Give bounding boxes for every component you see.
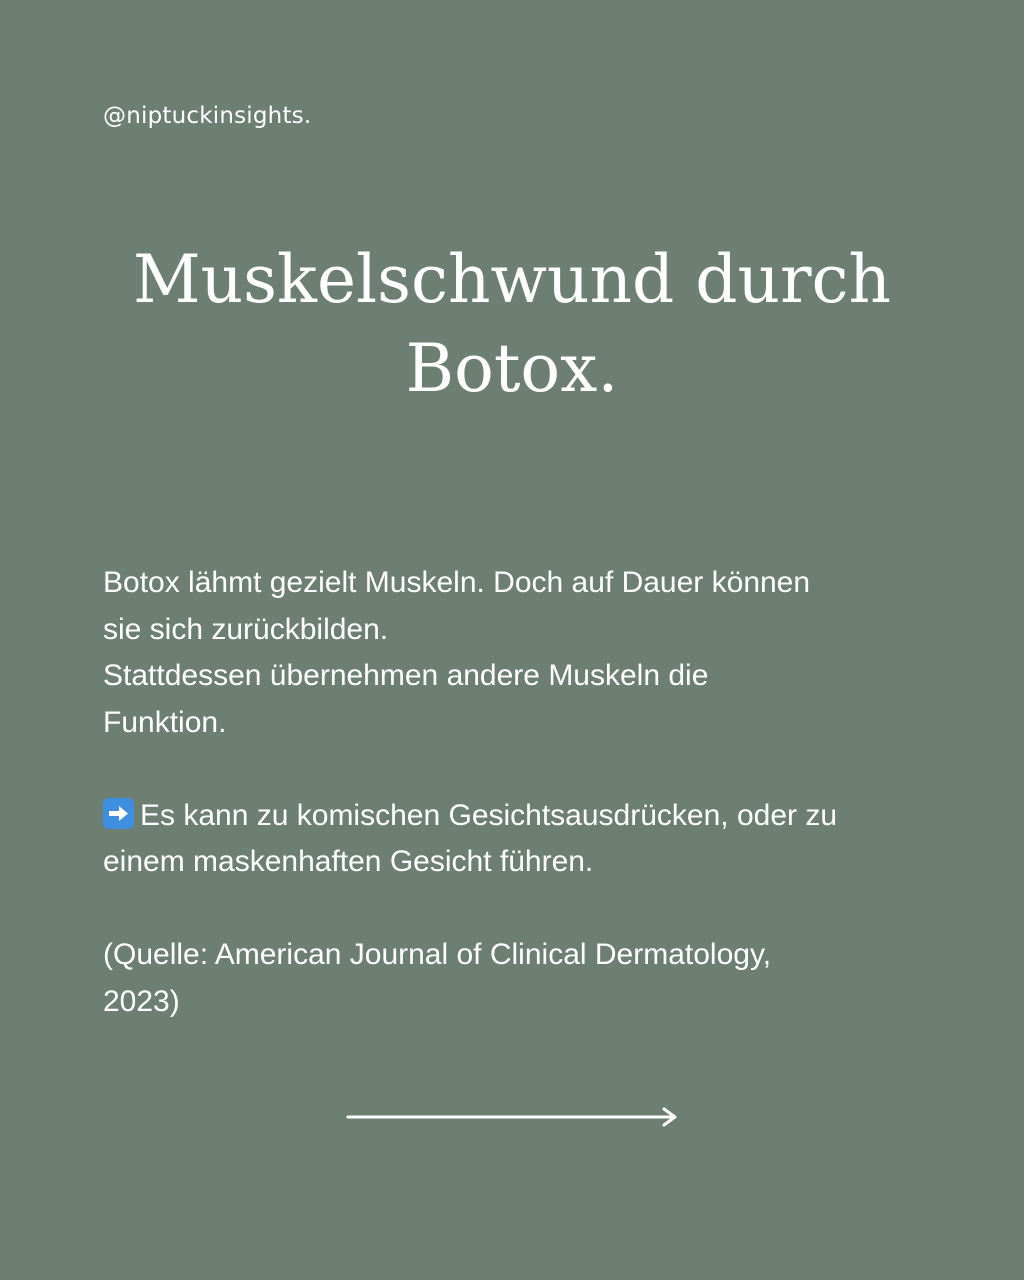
long-right-arrow-icon[interactable] [346, 1104, 680, 1130]
right-arrow-emoji-icon [103, 798, 134, 829]
bullet-text: Es kann zu komischen Gesichtsausdrücken, oder zu [140, 798, 838, 832]
body-line: Funktion. [103, 705, 227, 739]
body-line: Botox lähmt gezielt Muskeln. Doch auf Dauer können [103, 566, 811, 599]
page-title [0, 235, 1024, 413]
source-line: 2023) [103, 984, 180, 1018]
right-arrow-emoji-glyph [103, 798, 134, 829]
title-line-2: Botox. [405, 330, 619, 407]
bullet-line [103, 793, 933, 840]
body-text [103, 560, 933, 1025]
body-line: sie sich zurückbilden. [103, 612, 389, 646]
source-line: (Quelle: American Journal of Clinical Dermatology, [103, 938, 772, 971]
bullet-line-2: einem maskenhaften Gesicht führen. [103, 845, 594, 878]
body-line: Stattdessen übernehmen andere Muskeln die [103, 659, 709, 692]
paragraph-gap [103, 746, 933, 793]
account-handle: @niptuckinsights. [103, 103, 312, 129]
title-line-1: Muskelschwund durch [133, 241, 891, 318]
paragraph-gap [103, 886, 933, 933]
